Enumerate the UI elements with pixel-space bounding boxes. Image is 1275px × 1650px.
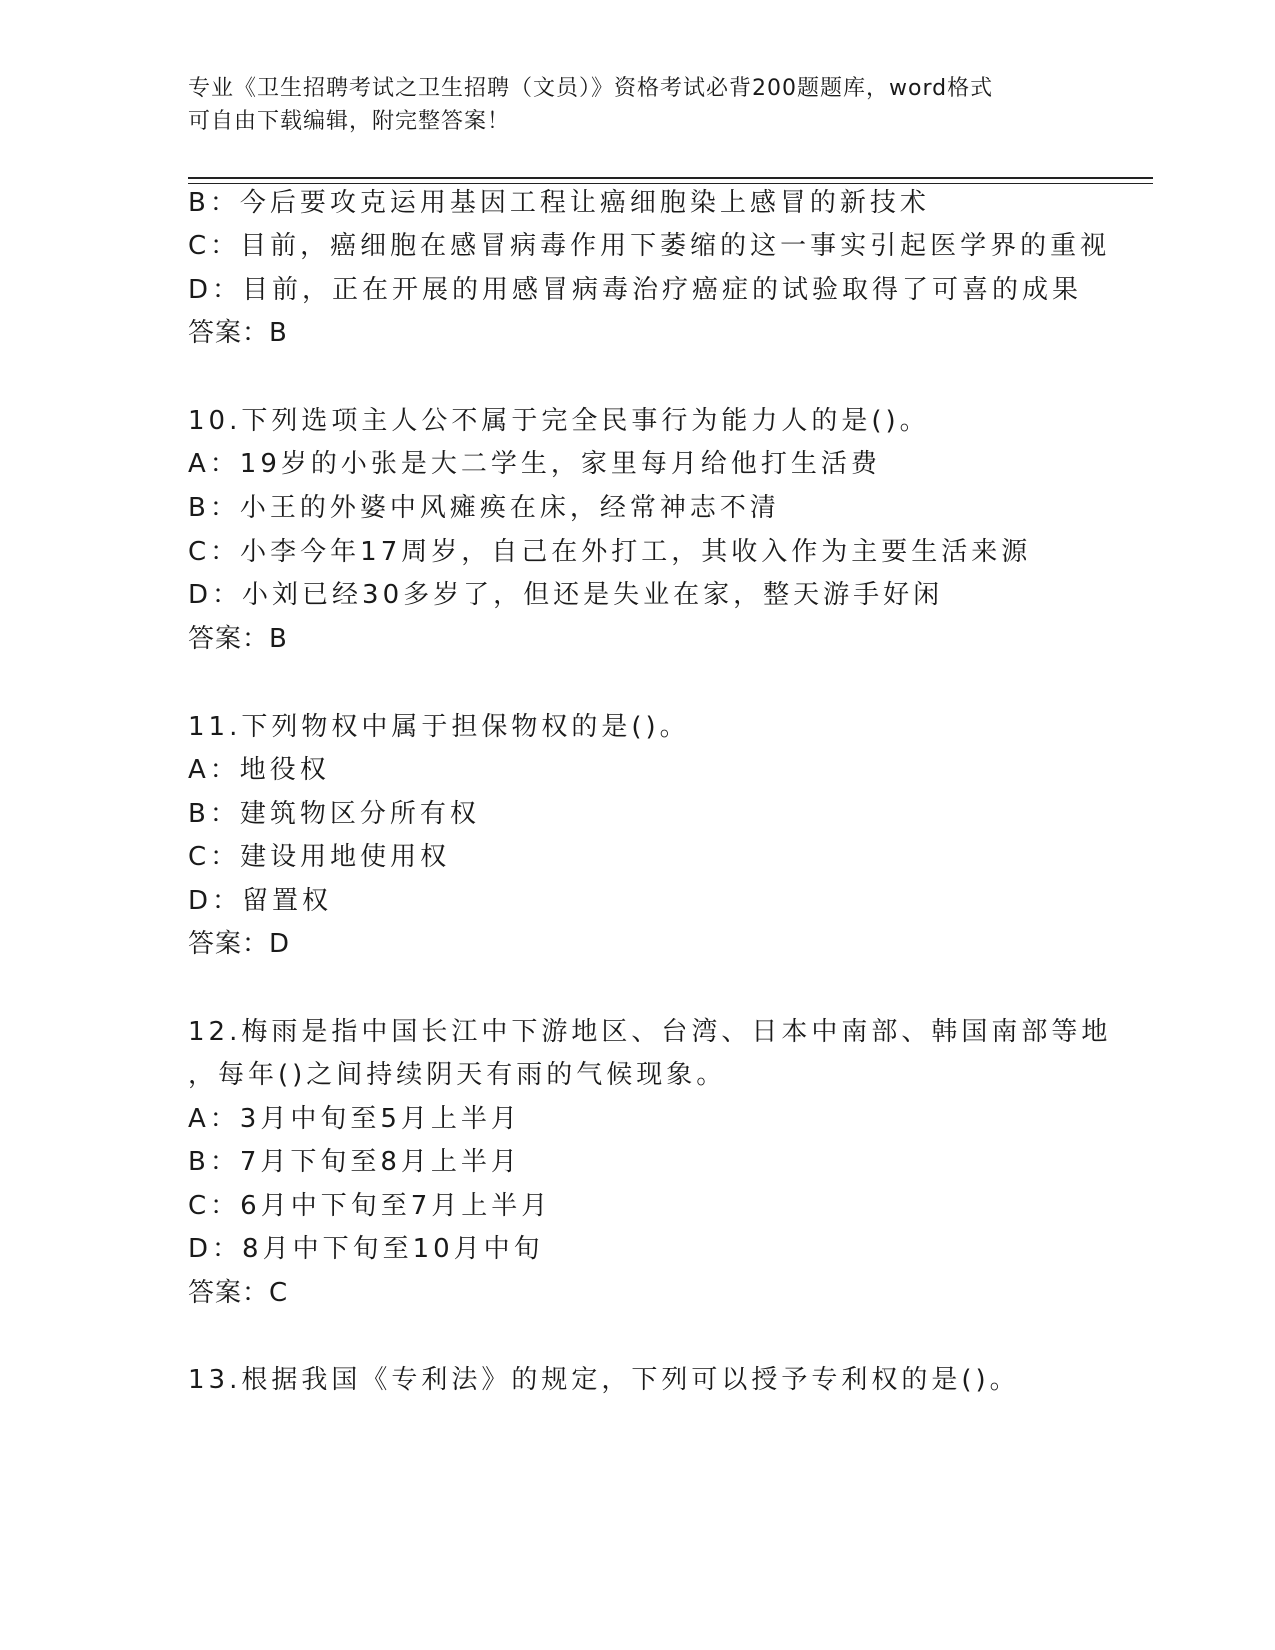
q11-option-b: B：建筑物区分所有权 xyxy=(188,799,480,829)
q11-option-a: A：地役权 xyxy=(188,755,330,785)
document-header xyxy=(188,72,1068,138)
q12-answer: 答案：C xyxy=(188,1278,289,1308)
q9-option-b: B：今后要攻克运用基因工程让癌细胞染上感冒的新技术 xyxy=(188,188,930,218)
q10-answer: 答案：B xyxy=(188,624,288,654)
header-divider-thick xyxy=(188,177,1153,179)
q11-option-d: D：留置权 xyxy=(188,886,333,916)
q12-option-a: A：3月中旬至5月上半月 xyxy=(188,1104,521,1134)
q10-question: 10.下列选项主人公不属于完全民事行为能力人的是()。 xyxy=(188,406,930,436)
q12-option-d: D：8月中下旬至10月中旬 xyxy=(188,1234,544,1264)
q13-question: 13.根据我国《专利法》的规定，下列可以授予专利权的是()。 xyxy=(188,1365,1020,1395)
q12-question-line-2: ，每年()之间持续阴天有雨的气候现象。 xyxy=(188,1060,727,1090)
q10-option-b: B：小王的外婆中风瘫痪在床，经常神志不清 xyxy=(188,493,780,523)
q9-option-d: D：目前，正在开展的用感冒病毒治疗癌症的试验取得了可喜的成果 xyxy=(188,275,1083,305)
q10-option-d: D：小刘已经30多岁了，但还是失业在家，整天游手好闲 xyxy=(188,580,944,610)
q9-answer: 答案：B xyxy=(188,318,288,348)
header-divider-thin xyxy=(188,183,1153,184)
q12-option-c: C：6月中下旬至7月上半月 xyxy=(188,1191,552,1221)
header-title-line-2: 可自由下载编辑，附完整答案！ xyxy=(188,109,511,134)
q11-answer: 答案：D xyxy=(188,929,291,959)
q11-option-c: C：建设用地使用权 xyxy=(188,842,451,872)
q12-option-b: B：7月下旬至8月上半月 xyxy=(188,1147,521,1177)
q10-option-c: C：小李今年17周岁，自己在外打工，其收入作为主要生活来源 xyxy=(188,537,1032,567)
q11-question: 11.下列物权中属于担保物权的是()。 xyxy=(188,712,690,742)
q12-question-line-1: 12.梅雨是指中国长江中下游地区、台湾、日本中南部、韩国南部等地 xyxy=(188,1017,1112,1047)
q9-option-c: C：目前，癌细胞在感冒病毒作用下萎缩的这一事实引起医学界的重视 xyxy=(188,231,1111,261)
q10-option-a: A：19岁的小张是大二学生，家里每月给他打生活费 xyxy=(188,449,881,479)
header-title-line-1: 专业《卫生招聘考试之卫生招聘（文员）》资格考试必背200题题库，word格式 xyxy=(188,76,994,101)
